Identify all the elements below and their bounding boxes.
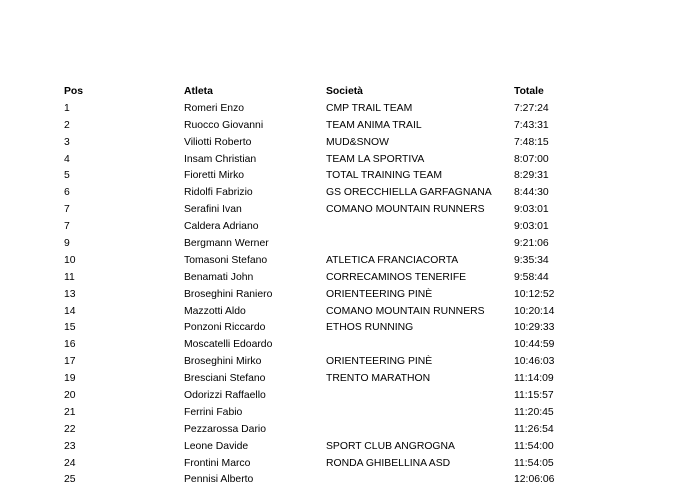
row-total: 10:29:33 — [514, 322, 555, 334]
row-pos: 5 — [64, 170, 70, 182]
header-pos: Pos — [64, 86, 84, 97]
table-row — [64, 118, 664, 135]
header-total: Totale — [514, 86, 544, 97]
row-club: CORRECAMINOS TENERIFE — [326, 271, 467, 283]
row-athlete: Moscatelli Edoardo — [184, 339, 273, 351]
row-pos: 23 — [64, 440, 76, 452]
row-athlete: Romeri Enzo — [184, 102, 245, 114]
row-total: 10:12:52 — [514, 288, 555, 300]
row-total: 9:58:44 — [514, 271, 549, 283]
table-row — [64, 101, 664, 118]
row-pos: 24 — [64, 457, 76, 469]
row-club: COMANO MOUNTAIN RUNNERS — [326, 204, 485, 216]
table-row — [64, 168, 664, 185]
row-pos: 15 — [64, 322, 76, 334]
table-row — [64, 354, 664, 371]
row-athlete: Pennisi Alberto — [184, 474, 254, 486]
row-athlete: Leone Davide — [184, 440, 249, 452]
row-club: TEAM LA SPORTIVA — [326, 153, 425, 165]
row-total: 10:20:14 — [514, 305, 555, 317]
row-total: 11:15:57 — [514, 390, 554, 402]
row-pos: 7 — [64, 204, 70, 216]
row-total: 10:46:03 — [514, 356, 555, 368]
row-club: ATLETICA FRANCIACORTA — [326, 254, 459, 266]
row-pos: 14 — [64, 305, 76, 317]
row-athlete: Broseghini Raniero — [184, 288, 273, 300]
row-club: COMANO MOUNTAIN RUNNERS — [326, 305, 485, 317]
row-pos: 19 — [64, 373, 76, 385]
row-total: 9:03:01 — [514, 204, 549, 216]
row-club: ORIENTEERING PINÈ — [326, 356, 433, 368]
table-row — [64, 304, 664, 321]
table-row — [64, 135, 664, 152]
results-table — [64, 84, 664, 489]
row-club: ORIENTEERING PINÈ — [326, 288, 433, 300]
row-total: 9:35:34 — [514, 254, 549, 266]
header-athlete: Atleta — [184, 86, 213, 97]
row-athlete: Pezzarossa Dario — [184, 423, 267, 435]
row-pos: 1 — [64, 102, 70, 114]
table-row — [64, 236, 664, 253]
row-club: CMP TRAIL TEAM — [326, 102, 413, 114]
row-total: 7:48:15 — [514, 136, 549, 148]
row-club: GS ORECCHIELLA GARFAGNANA — [326, 187, 492, 199]
row-pos: 9 — [64, 238, 70, 250]
row-pos: 6 — [64, 187, 70, 199]
table-row — [64, 422, 664, 439]
row-athlete: Mazzotti Aldo — [184, 305, 246, 317]
row-club: SPORT CLUB ANGROGNA — [326, 440, 455, 452]
table-row — [64, 371, 664, 388]
row-total: 11:14:09 — [514, 373, 554, 385]
row-total: 8:29:31 — [514, 170, 549, 182]
table-row — [64, 202, 664, 219]
row-club: TOTAL TRAINING TEAM — [326, 170, 443, 182]
row-total: 10:44:59 — [514, 339, 555, 351]
table-row — [64, 439, 664, 456]
row-total: 8:07:00 — [514, 153, 549, 165]
row-pos: 3 — [64, 136, 70, 148]
row-athlete: Ponzoni Riccardo — [184, 322, 266, 334]
row-athlete: Viliotti Roberto — [184, 136, 252, 148]
table-body — [64, 101, 664, 489]
row-total: 8:44:30 — [514, 187, 549, 199]
row-pos: 22 — [64, 423, 76, 435]
row-athlete: Ridolfi Fabrizio — [184, 187, 253, 199]
row-pos: 2 — [64, 119, 70, 131]
row-club: TRENTO MARATHON — [326, 373, 431, 385]
header-club: Società — [326, 86, 363, 97]
row-club: ETHOS RUNNING — [326, 322, 414, 334]
row-athlete: Benamati John — [184, 271, 254, 283]
row-athlete: Odorizzi Raffaello — [184, 390, 266, 402]
row-total: 11:54:00 — [514, 440, 554, 452]
table-row — [64, 270, 664, 287]
table-row — [64, 456, 664, 473]
table-row — [64, 185, 664, 202]
row-athlete: Serafini Ivan — [184, 204, 242, 216]
row-athlete: Bresciani Stefano — [184, 373, 266, 385]
row-club: RONDA GHIBELLINA ASD — [326, 457, 451, 469]
row-total: 9:21:06 — [514, 238, 549, 250]
row-pos: 16 — [64, 339, 76, 351]
table-row — [64, 388, 664, 405]
row-athlete: Bergmann Werner — [184, 238, 269, 250]
table-row — [64, 405, 664, 422]
row-total: 12:06:06 — [514, 474, 555, 486]
row-athlete: Tomasoni Stefano — [184, 254, 268, 266]
table-row — [64, 320, 664, 337]
row-pos: 13 — [64, 288, 76, 300]
row-athlete: Caldera Adriano — [184, 221, 259, 233]
row-pos: 7 — [64, 221, 70, 233]
row-athlete: Broseghini Mirko — [184, 356, 262, 368]
row-pos: 11 — [64, 271, 75, 283]
row-total: 7:43:31 — [514, 119, 549, 131]
row-club: MUD&SNOW — [326, 136, 389, 148]
table-row — [64, 152, 664, 169]
row-total: 11:26:54 — [514, 423, 554, 435]
row-total: 11:54:05 — [514, 457, 554, 469]
table-row — [64, 472, 664, 489]
row-total: 11:20:45 — [514, 406, 554, 418]
row-athlete: Ruocco Giovanni — [184, 119, 264, 131]
row-athlete: Frontini Marco — [184, 457, 251, 469]
row-pos: 17 — [64, 356, 76, 368]
table-header-row — [64, 84, 664, 101]
row-club: TEAM ANIMA TRAIL — [326, 119, 422, 131]
row-pos: 4 — [64, 153, 70, 165]
row-pos: 10 — [64, 254, 76, 266]
table-row — [64, 337, 664, 354]
table-row — [64, 253, 664, 270]
row-total: 9:03:01 — [514, 221, 549, 233]
row-pos: 25 — [64, 474, 76, 486]
row-athlete: Ferrini Fabio — [184, 406, 243, 418]
row-athlete: Fioretti Mirko — [184, 170, 245, 182]
row-pos: 20 — [64, 390, 76, 402]
table-row — [64, 287, 664, 304]
table-row — [64, 219, 664, 236]
row-athlete: Insam Christian — [184, 153, 257, 165]
row-pos: 21 — [64, 406, 76, 418]
row-total: 7:27:24 — [514, 102, 549, 114]
